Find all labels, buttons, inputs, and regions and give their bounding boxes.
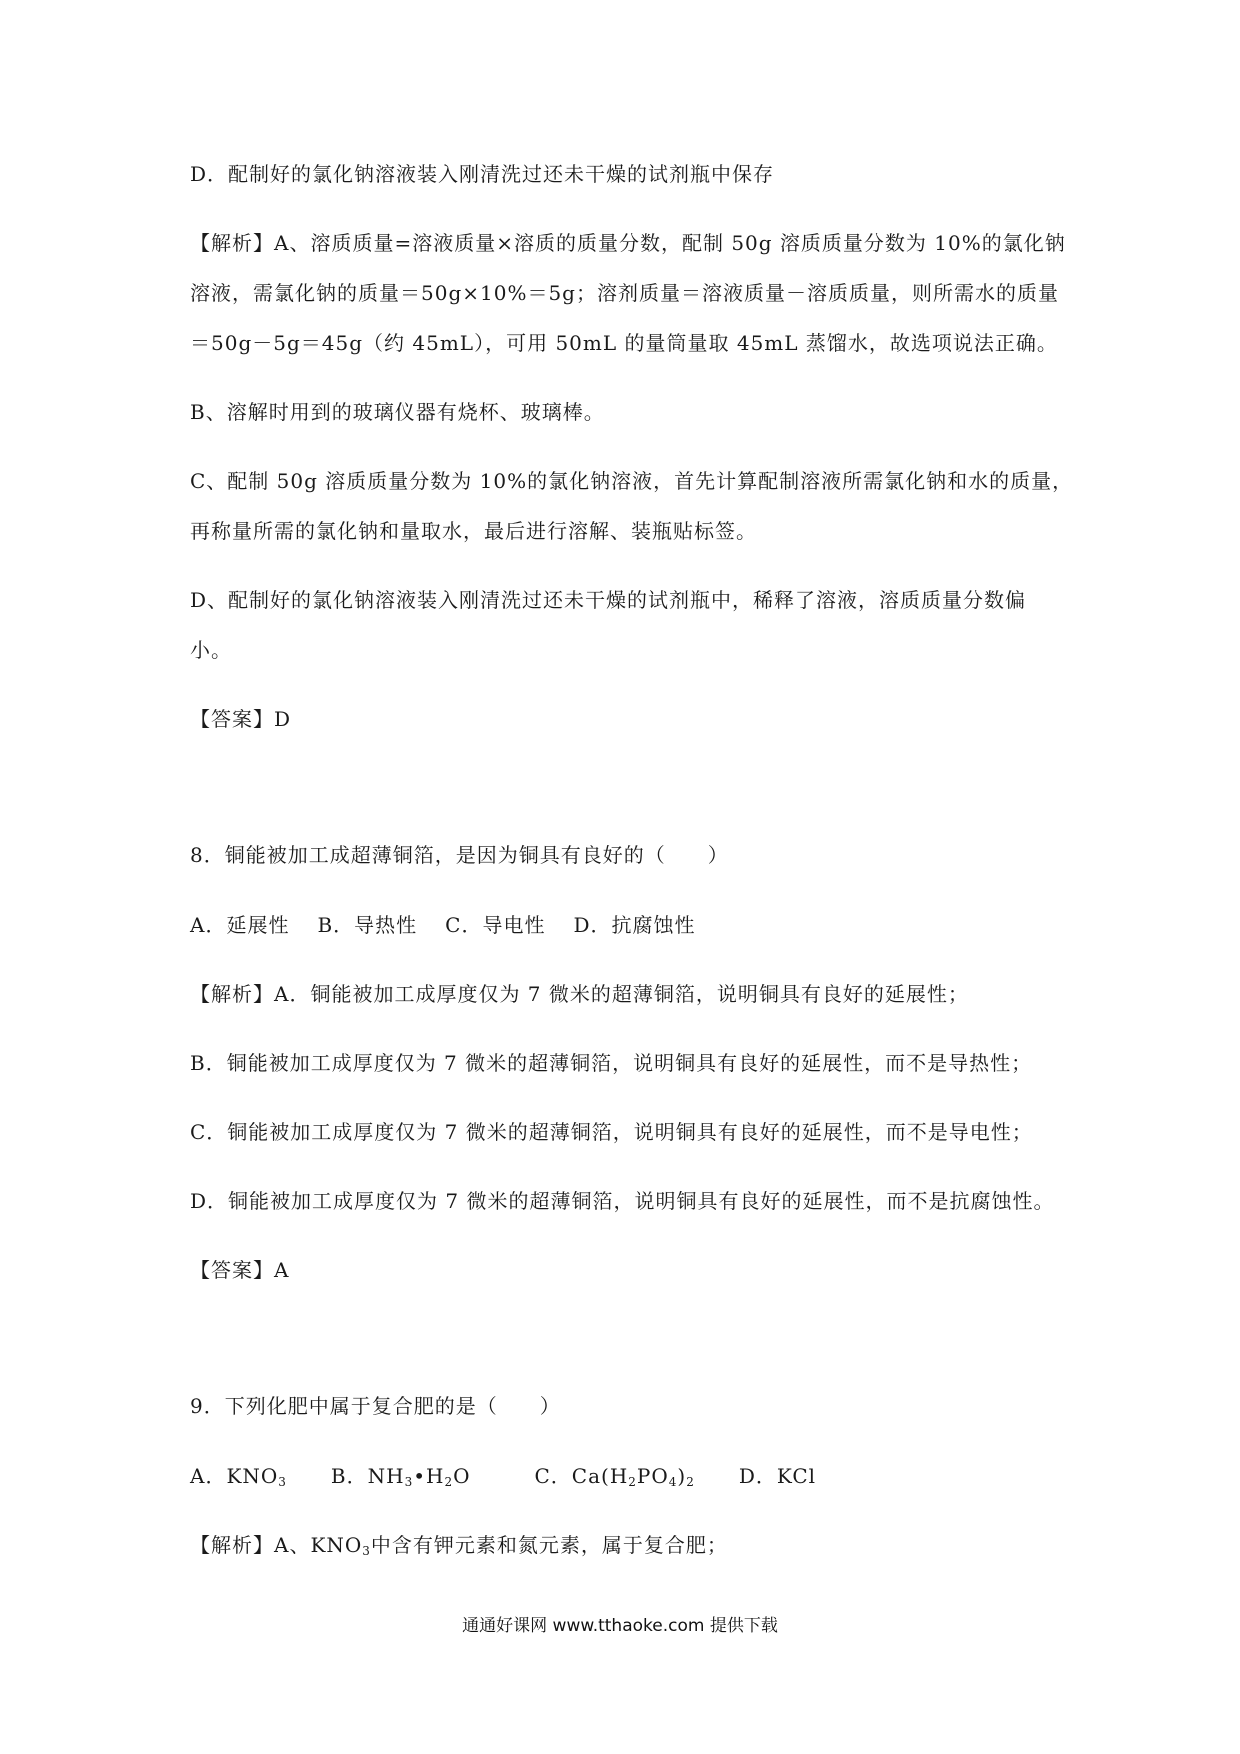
q8-option-a: A．延展性	[190, 913, 290, 937]
q9-option-a: A．$KNO_3$	[190, 1464, 287, 1489]
q9-option-c: C．$Ca(H_2PO_4)_2$	[534, 1464, 695, 1489]
q7-analysis-d-line2: 小。	[190, 638, 232, 662]
q8-option-b: B．导热性	[317, 913, 418, 937]
q8-analysis-a: 【解析】A．铜能被加工成厚度仅为 7 微米的超薄铜箔，说明铜具有良好的延展性；	[190, 982, 969, 1006]
q8-stem: 8．铜能被加工成超薄铜箔，是因为铜具有良好的（ ）	[190, 843, 729, 867]
q7-analysis-c-line2: 再称量所需的氯化钠和量取水，最后进行溶解、装瓶贴标签。	[190, 519, 757, 543]
q7-analysis-a-line3: ＝50g－5g＝45g（约 45mL），可用 50mL 的量筒量取 45mL 蒸馏水，故选项说法正确。	[190, 331, 1058, 355]
q7-answer: 【答案】D	[190, 707, 292, 731]
q8-answer: 【答案】A	[190, 1258, 290, 1282]
q7-analysis-c-line1: C、配制 50g 溶质质量分数为 10%的氯化钠溶液，首先计算配制溶液所需氯化钠和水的质量，	[190, 469, 1074, 493]
q9-options	[190, 1462, 816, 1496]
q9-stem: 9．下列化肥中属于复合肥的是（ ）	[190, 1394, 561, 1418]
q8-option-c: C．导电性	[445, 913, 546, 937]
q7-option-d: D．配制好的氯化钠溶液装入刚清洗过还未干燥的试剂瓶中保存	[190, 162, 775, 186]
q7-analysis-a-line1: 【解析】A、溶质质量=溶液质量×溶质的质量分数，配制 50g 溶质质量分数为 10%的氯化钠	[190, 231, 1066, 255]
q9-analysis-a: 【解析】A、$KNO_3$中含有钾元素和氮元素，属于复合肥；	[190, 1533, 728, 1558]
q8-analysis-d: D．铜能被加工成厚度仅为 7 微米的超薄铜箔，说明铜具有良好的延展性，而不是抗腐蚀性。	[190, 1189, 1055, 1213]
page-footer: 通通好课网 www.tthaoke.com 提供下载	[462, 1616, 778, 1636]
q7-analysis-d-line1: D、配制好的氯化钠溶液装入刚清洗过还未干燥的试剂瓶中，稀释了溶液，溶质质量分数偏	[190, 588, 1027, 612]
q8-analysis-c: C．铜能被加工成厚度仅为 7 微米的超薄铜箔，说明铜具有良好的延展性，而不是导电性；	[190, 1120, 1033, 1144]
q8-option-d: D．抗腐蚀性	[573, 913, 696, 937]
q9-option-d: D．KCl	[738, 1464, 817, 1488]
q8-analysis-b: B．铜能被加工成厚度仅为 7 微米的超薄铜箔，说明铜具有良好的延展性，而不是导热性；	[190, 1051, 1033, 1075]
q7-analysis-b: B、溶解时用到的玻璃仪器有烧杯、玻璃棒。	[190, 400, 605, 424]
q7-analysis-a-line2: 溶液，需氯化钠的质量＝50g×10%＝5g；溶剂质量＝溶液质量－溶质质量，则所需水的质量	[190, 281, 1059, 305]
q9-option-b: B．$NH_3•H_2O$	[330, 1464, 471, 1489]
q8-options	[190, 911, 696, 939]
